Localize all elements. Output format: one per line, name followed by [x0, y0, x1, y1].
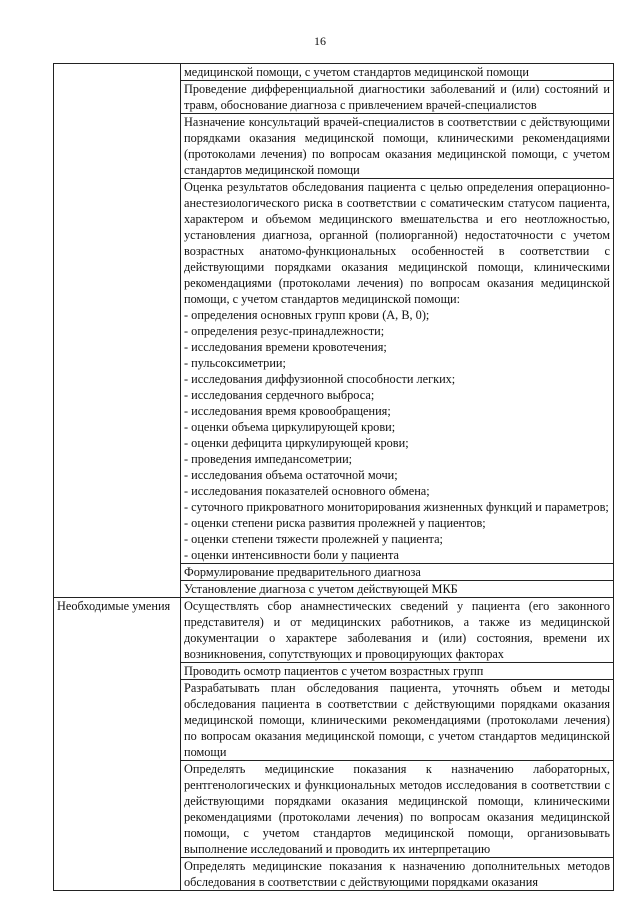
list-item: - оценки степени риска развития пролежней у пациентов;	[184, 516, 486, 530]
table-row	[54, 64, 614, 81]
list-item: - исследования объема остаточной мочи;	[184, 468, 398, 482]
assessment-intro: Оценка результатов обследования пациента с целью определения операционно-анестезиологического риска в соответствии с соматическим статусом пациента, характером и объемом медицинского вмешательства и его неотложностью, установления диагноза, органной (полиорганной) недостаточности с учетом возрастных анатомо-функциональных особенностей в соответствии с действующими порядками оказания медицинской помощи, клиническими рекомендациями (протоколами лечения) по вопросам оказания медицинской помощи, с учетом стандартов медицинской помощи:	[184, 180, 610, 306]
section-label-cell	[54, 64, 181, 598]
table-cell: Определять медицинские показания к назначению дополнительных методов обследования в соответствии с действующими порядками оказания	[181, 858, 614, 891]
requirements-table	[53, 63, 614, 891]
section-label: Необходимые умения	[57, 599, 171, 613]
section-label-cell	[54, 598, 181, 891]
list-item: - оценки объема циркулирующей крови;	[184, 420, 396, 434]
list-item: - исследования диффузионной способности легких;	[184, 372, 456, 386]
table-cell: Формулирование предварительного диагноза	[181, 564, 614, 581]
list-item: - проведения импедансометрии;	[184, 452, 353, 466]
table-cell: Разрабатывать план обследования пациента, уточнять объем и методы обследования пациента в соответствии с действующими порядками оказания медицинской помощи, клиническими рекомендациями (протоколами лечения) по вопросам оказания медицинской помощи, с учетом стандартов медицинской помощи	[181, 680, 614, 761]
table-cell: Назначение консультаций врачей-специалистов в соответствии с действующими порядками оказания медицинской помощи, клиническими рекомендациями (протоколами лечения) по вопросам оказания медицинской помощи, с учетом стандартов медицинской помощи	[181, 114, 614, 179]
list-item: - определения основных групп крови (A, B, 0);	[184, 308, 430, 322]
list-item: - исследования время кровообращения;	[184, 404, 391, 418]
table-cell: Осуществлять сбор анамнестических сведений у пациента (его законного представителя) и от медицинских работников, а также из медицинской документации о характере заболевания и (или) состояния, времени их возникновения, сопутствующих и провоцирующих факторах	[181, 598, 614, 663]
list-item: - исследования времени кровотечения;	[184, 340, 387, 354]
table-row	[54, 598, 614, 663]
table-cell: медицинской помощи, с учетом стандартов медицинской помощи	[181, 64, 614, 81]
list-item: - оценки степени тяжести пролежней у пациента;	[184, 532, 443, 546]
table-cell	[181, 179, 614, 564]
table-cell: Определять медицинские показания к назначению лабораторных, рентгенологических и функциональных методов исследования в соответствии с действующими порядками оказания медицинской помощи, клиническими рекомендациями (протоколами лечения) по вопросам оказания медицинской помощи, с учетом стандартов медицинской помощи, организовывать выполнение исследований и проводить их интерпретацию	[181, 761, 614, 858]
table-cell: Проводить осмотр пациентов с учетом возрастных групп	[181, 663, 614, 680]
list-item: - оценки интенсивности боли у пациента	[184, 548, 399, 562]
list-item: - пульсоксиметрии;	[184, 356, 286, 370]
table-cell: Проведение дифференциальной диагностики заболеваний и (или) состояний и травм, обоснование диагноза с привлечением врачей-специалистов	[181, 81, 614, 114]
table-cell: Установление диагноза с учетом действующей МКБ	[181, 581, 614, 598]
list-item: - исследования показателей основного обмена;	[184, 484, 430, 498]
list-item: - определения резус-принадлежности;	[184, 324, 385, 338]
list-item: - оценки дефицита циркулирующей крови;	[184, 436, 409, 450]
list-item: - суточного прикроватного мониторирования жизненных функций и параметров;	[184, 500, 609, 514]
list-item: - исследования сердечного выброса;	[184, 388, 375, 402]
page-number: 16	[314, 34, 326, 48]
